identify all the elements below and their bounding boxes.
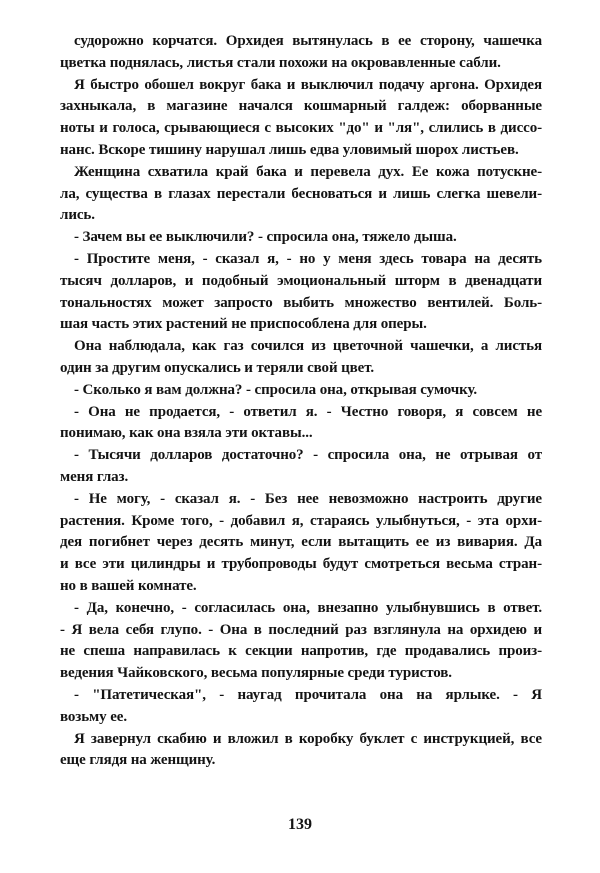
paragraph xyxy=(60,402,542,446)
text-line: - "Патетическая", - наугад прочитала она на ярлыке. - Я xyxy=(74,686,542,703)
body-text xyxy=(60,31,542,772)
paragraph xyxy=(60,162,542,227)
text-line: тысяч долларов, и подобный эмоциональный шторм в двенадцати xyxy=(60,272,542,289)
text-line: - Я вела себя глупо. - Она в последний раз взглянула на орхидею и xyxy=(60,621,542,638)
text-line: захныкала, в магазине начался кошмарный галдеж: оборванные xyxy=(60,98,542,115)
text-line: - Тысячи долларов достаточно? - спросила она, не отрывая от xyxy=(74,447,542,464)
text-line: еще глядя на женщину. xyxy=(60,752,216,769)
text-line: растения. Кроме того, - добавил я, стараясь улыбнуться, - эта орхи- xyxy=(60,512,542,529)
text-line: Я завернул скабию и вложил в коробку буклет с инструкцией, все xyxy=(74,730,542,747)
paragraph xyxy=(60,380,542,402)
text-line: дея погибнет через десять минут, если вытащить ее из вивария. Да xyxy=(60,534,542,551)
paragraph xyxy=(60,685,542,729)
text-line: нанс. Вскоре тишину нарушал лишь едва уловимый шорох листьев. xyxy=(60,141,519,158)
text-line: - Да, конечно, - согласилась она, внезапно улыбнувшись в ответ. xyxy=(74,599,542,616)
text-line: судорожно корчатся. Орхидея вытянулась в ее сторону, чашечка xyxy=(74,33,542,49)
text-line: ноты и голоса, срывающиеся с высоких "до" и "ля", слились в диссо- xyxy=(60,120,542,137)
paragraph xyxy=(60,336,542,380)
text-line: Женщина схватила край бака и перевела дух. Ее кожа потускне- xyxy=(74,163,542,180)
text-line: но в вашей комнате. xyxy=(60,577,197,594)
text-line: не спеша направилась к секции напротив, где продавались произ- xyxy=(60,643,542,660)
paragraph xyxy=(60,489,542,598)
text-line: Я быстро обошел вокруг бака и выключил подачу аргона. Орхидея xyxy=(74,76,542,93)
paragraph xyxy=(60,445,542,489)
text-line: шая часть этих растений не приспособлена для оперы. xyxy=(60,316,427,333)
paragraph xyxy=(60,31,542,75)
text-line: ведения Чайковского, весьма популярные среди туристов. xyxy=(60,665,452,682)
text-line: и все эти цилиндры и трубопроводы будут смотреться весьма стран- xyxy=(60,556,542,573)
text-line: меня глаз. xyxy=(60,468,129,485)
paragraph xyxy=(60,227,542,249)
text-line: Она наблюдала, как газ сочился из цветочной чашечки, а листья xyxy=(74,338,542,355)
text-line: тональностях может запросто выбить множество вентилей. Боль- xyxy=(60,294,542,311)
paragraph xyxy=(60,598,542,685)
text-line: понимаю, как она взяла эти октавы... xyxy=(60,425,313,442)
paragraph xyxy=(60,249,542,336)
paragraph xyxy=(60,75,542,162)
text-line: цветка поднялась, листья стали похожи на окровавленные сабли. xyxy=(60,54,501,71)
text-line: лись. xyxy=(60,207,95,224)
text-line: - Зачем вы ее выключили? - спросила она, тяжело дыша. xyxy=(74,229,457,246)
text-line: - Сколько я вам должна? - спросила она, открывая сумочку. xyxy=(74,381,478,398)
text-line: - Простите меня, - сказал я, - но у меня здесь товара на десять xyxy=(74,250,542,267)
paragraph xyxy=(60,729,542,773)
text-line: - Она не продается, - ответил я. - Честно говоря, я совсем не xyxy=(74,403,542,420)
text-line: ла, существа в глазах перестали бесноваться и лишь слегка шевели- xyxy=(60,185,542,202)
text-line: один за другим опускались и теряли свой цвет. xyxy=(60,359,375,376)
text-line: возьму ее. xyxy=(60,708,127,725)
text-line: - Не могу, - сказал я. - Без нее невозможно настроить другие xyxy=(74,490,542,507)
page-number: 139 xyxy=(288,816,312,833)
